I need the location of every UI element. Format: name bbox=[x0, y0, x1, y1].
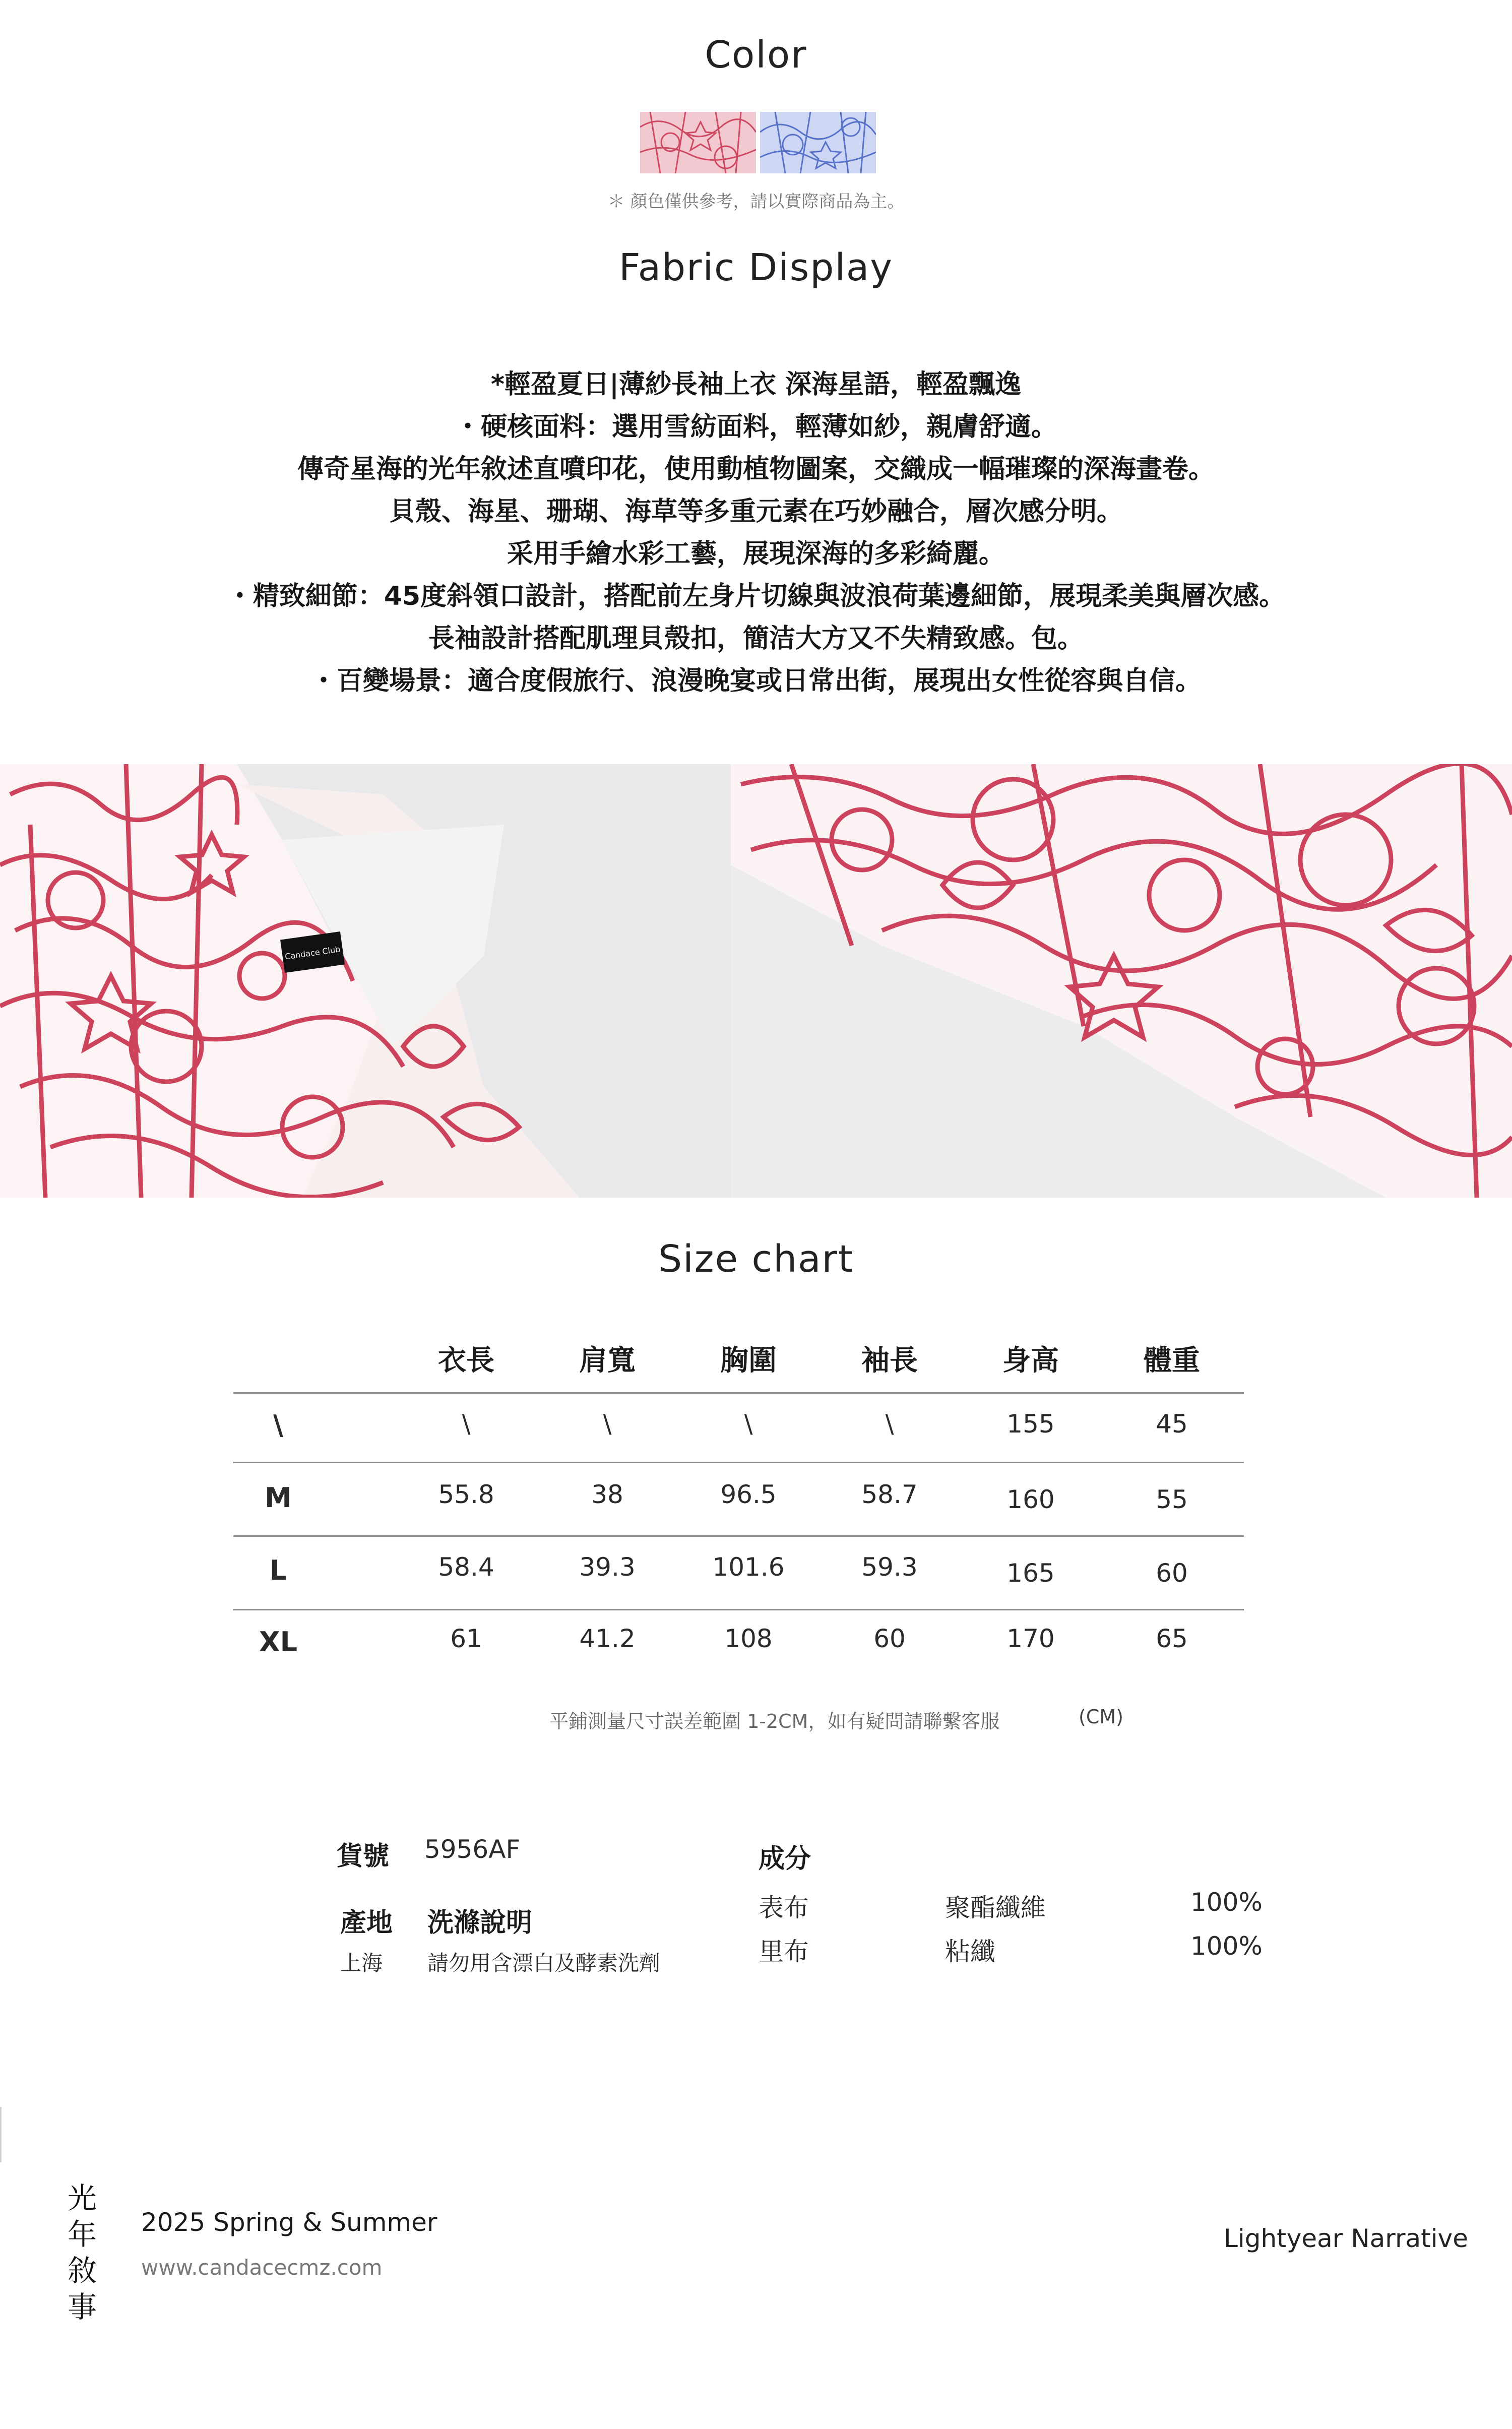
table-rule-top bbox=[233, 1392, 1244, 1394]
fabric-line-8: ・百變場景：適合度假旅行、浪漫晚宴或日常出街，展現出女性從容與自信。 bbox=[310, 666, 1202, 696]
blue-swatch[interactable] bbox=[760, 112, 876, 173]
size-label-m: M bbox=[265, 1482, 292, 1514]
header-chest: 胸圍 bbox=[720, 1344, 777, 1377]
fabric-line-6: ・精致細節：45度斜領口設計，搭配前左身片切線與波浪荷葉邊細節，展現柔美與層次感。 bbox=[226, 581, 1286, 611]
season-label: 2025 Spring & Summer bbox=[141, 2208, 437, 2237]
table-cell: 60 bbox=[873, 1624, 906, 1653]
size-label-l: L bbox=[269, 1554, 287, 1586]
table-cell: 65 bbox=[1156, 1624, 1188, 1653]
size-chart-note: 平鋪測量尺寸誤差範圍 1-2CM，如有疑問請聯繫客服 bbox=[549, 1710, 1000, 1732]
table-cell: 96.5 bbox=[720, 1480, 777, 1509]
garment-label: Candace Club bbox=[284, 944, 341, 962]
website-link[interactable]: www.candacecmz.com bbox=[141, 2255, 383, 2280]
sleeve-detail-photo bbox=[731, 764, 1512, 1198]
fabric-line-3: 傳奇星海的光年敘述直噴印花，使用動植物圖案，交織成一幅璀璨的深海畫卷。 bbox=[297, 454, 1215, 484]
sku-label: 貨號 bbox=[337, 1841, 390, 1872]
table-cell: 38 bbox=[591, 1480, 623, 1509]
fabric-line-2: ・硬核面料：選用雪紡面料，輕薄如紗，親膚舒適。 bbox=[454, 412, 1057, 442]
fabric-line-1: *輕盈夏日|薄紗長袖上衣 深海星語，輕盈飄逸 bbox=[490, 369, 1022, 400]
composition-percent: 100% bbox=[1190, 1888, 1263, 1917]
care-label: 洗滌說明 bbox=[427, 1908, 533, 1938]
composition-material: 聚酯纖維 bbox=[945, 1893, 1046, 1922]
origin-value: 上海 bbox=[340, 1951, 383, 1975]
header-sleeve: 袖長 bbox=[861, 1344, 918, 1377]
fabric-line-4: 貝殼、海星、珊瑚、海草等多重元素在巧妙融合，層次感分明。 bbox=[389, 496, 1123, 527]
table-cell: 60 bbox=[1156, 1559, 1188, 1588]
table-cell: \ bbox=[885, 1409, 894, 1439]
fabric-line-5: 采用手繪水彩工藝，展現深海的多彩綺麗。 bbox=[507, 539, 1005, 569]
table-cell: 101.6 bbox=[712, 1552, 785, 1582]
table-cell: 61 bbox=[450, 1624, 482, 1653]
table-cell: 58.7 bbox=[861, 1480, 918, 1509]
header-length: 衣長 bbox=[438, 1344, 494, 1377]
sku-value: 5956AF bbox=[424, 1835, 521, 1864]
table-cell: 108 bbox=[724, 1624, 773, 1653]
origin-label: 產地 bbox=[340, 1908, 393, 1938]
table-cell: 170 bbox=[1006, 1624, 1055, 1653]
table-rule-3 bbox=[233, 1609, 1244, 1610]
header-shoulder: 肩寬 bbox=[579, 1344, 636, 1377]
table-rule-2 bbox=[233, 1535, 1244, 1537]
size-label-none: \ bbox=[273, 1409, 283, 1441]
fabric-line-7: 長袖設計搭配肌理貝殼扣，簡洁大方又不失精致感。包。 bbox=[428, 624, 1084, 654]
fabric-display-title: Fabric Display bbox=[618, 246, 894, 289]
size-chart-unit: (CM) bbox=[1079, 1706, 1123, 1728]
table-cell: 155 bbox=[1006, 1409, 1055, 1439]
table-cell: 165 bbox=[1006, 1559, 1055, 1588]
pink-swatch-pattern bbox=[640, 112, 756, 173]
pink-swatch[interactable] bbox=[640, 112, 756, 173]
table-cell: 45 bbox=[1156, 1409, 1188, 1439]
footer-divider bbox=[0, 2107, 2, 2162]
header-height: 身高 bbox=[1002, 1344, 1059, 1377]
table-cell: 39.3 bbox=[579, 1552, 636, 1582]
composition-label: 成分 bbox=[759, 1844, 811, 1874]
table-cell: \ bbox=[744, 1409, 753, 1439]
table-cell: 41.2 bbox=[579, 1624, 636, 1653]
composition-part: 里布 bbox=[759, 1937, 809, 1966]
color-disclaimer: ＊ 顏色僅供參考，請以實際商品為主。 bbox=[607, 192, 905, 212]
table-cell: \ bbox=[603, 1409, 612, 1439]
table-rule-1 bbox=[233, 1462, 1244, 1463]
table-cell: 55 bbox=[1156, 1485, 1188, 1514]
brand-vertical-logo: 光年敘事 bbox=[67, 2181, 97, 2324]
table-cell: 160 bbox=[1006, 1485, 1055, 1514]
header-weight: 體重 bbox=[1144, 1344, 1200, 1377]
collar-detail-photo bbox=[0, 764, 731, 1198]
composition-percent: 100% bbox=[1190, 1932, 1263, 1961]
table-cell: 58.4 bbox=[438, 1552, 494, 1582]
table-cell: \ bbox=[462, 1409, 471, 1439]
composition-material: 粘纖 bbox=[945, 1937, 995, 1966]
tagline: Lightyear Narrative bbox=[1224, 2224, 1468, 2253]
size-label-xl: XL bbox=[259, 1626, 298, 1658]
blue-swatch-pattern bbox=[760, 112, 876, 173]
size-chart-title: Size chart bbox=[658, 1237, 854, 1281]
table-cell: 55.8 bbox=[438, 1480, 494, 1509]
composition-part: 表布 bbox=[759, 1893, 809, 1922]
table-cell: 59.3 bbox=[861, 1552, 918, 1582]
care-value: 請勿用含漂白及酵素洗劑 bbox=[427, 1951, 661, 1975]
color-title: Color bbox=[705, 33, 807, 77]
